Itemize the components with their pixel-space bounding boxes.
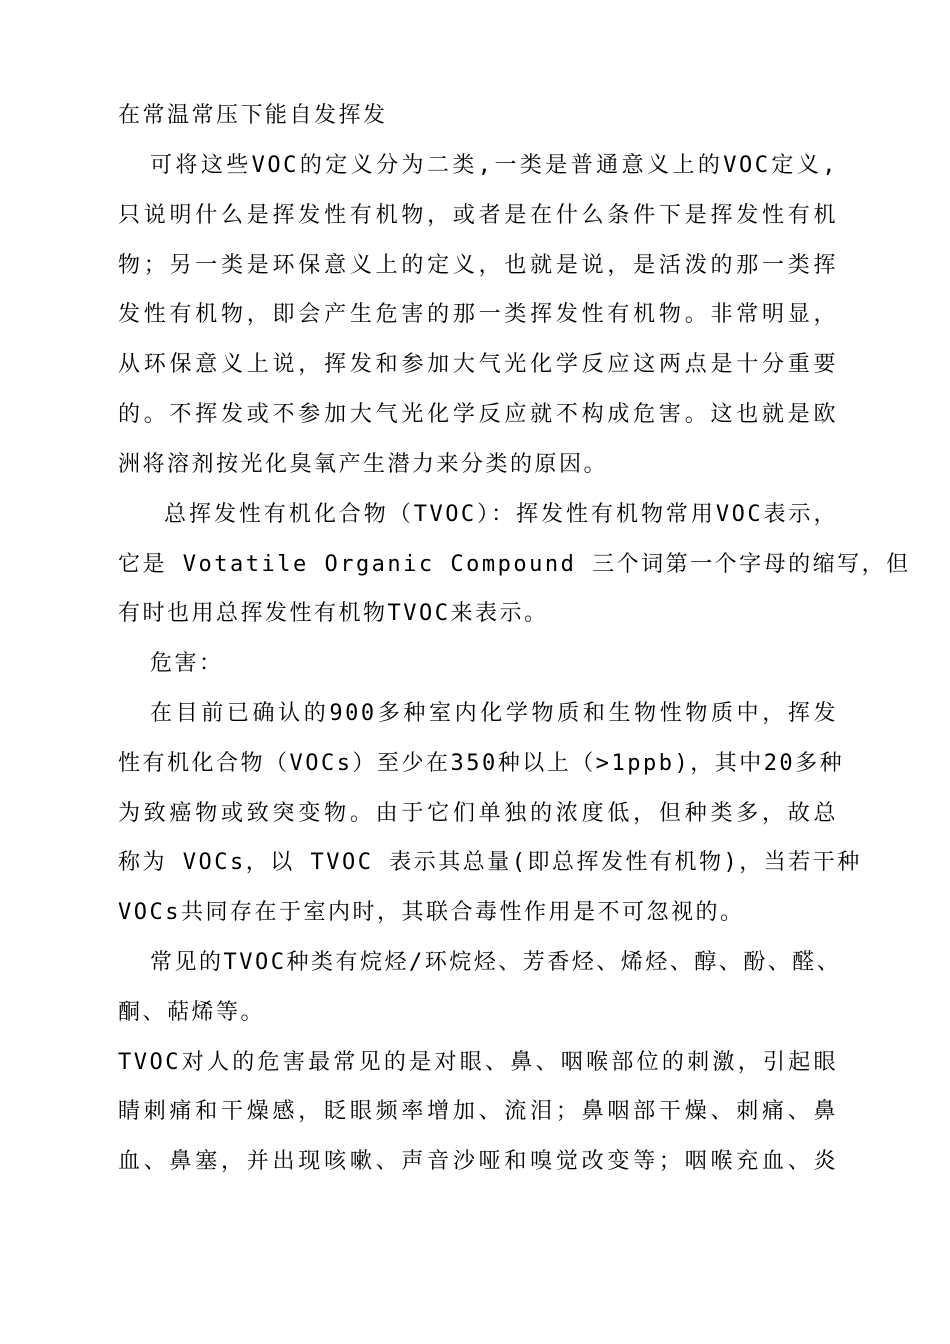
text-line-21: 睛刺痛和干燥感，眨眼频率增加、流泪；鼻咽部干燥、刺痛、鼻: [118, 1099, 838, 1124]
text-line-10: 它是 Votatile Organic Compound 三个词第一个字母的缩写，但: [118, 552, 911, 577]
text-line-7: 的。不挥发或不参加大气光化学反应就不构成危害。这也就是欧: [118, 402, 838, 427]
text-line-14: 性有机化合物（VOCs）至少在350种以上（>1ppb)，其中20多种: [118, 751, 845, 776]
text-line-15: 为致癌物或致突变物。由于它们单独的浓度低，但种类多，故总: [118, 801, 838, 826]
text-line-2: 可将这些VOC的定义分为二类,一类是普通意义上的VOC定义,: [150, 153, 838, 178]
text-line-16: 称为 VOCs，以 TVOC 表示其总量(即总挥发性有机物)，当若干种: [118, 850, 862, 875]
text-line-22: 血、鼻塞，并出现咳嗽、声音沙哑和嗅觉改变等；咽喉充血、炎: [118, 1149, 838, 1174]
text-line-18: 常见的TVOC种类有烷烃/环烷烃、芳香烃、烯烃、醇、酚、醛、: [150, 950, 842, 975]
text-line-4: 物；另一类是环保意义上的定义，也就是说，是活泼的那一类挥: [118, 253, 838, 278]
text-line-17: VOCs共同存在于室内时，其联合毒性作用是不可忽视的。: [118, 900, 745, 925]
text-line-20: TVOC对人的危害最常见的是对眼、鼻、咽喉部位的刺激，引起眼: [118, 1050, 838, 1075]
text-line-9: 总挥发性有机化合物（TVOC）：挥发性有机物常用VOC表示，: [164, 502, 838, 527]
text-line-3: 只说明什么是挥发性有机物，或者是在什么条件下是挥发性有机: [118, 203, 838, 228]
text-line-13: 在目前已确认的900多种室内化学物质和生物性物质中，挥发: [150, 701, 838, 726]
text-line-11: 有时也用总挥发性有机物TVOC来表示。: [118, 601, 549, 626]
text-line-5: 发性有机物，即会产生危害的那一类挥发性有机物。非常明显，: [118, 302, 838, 327]
text-line-19: 酮、萜烯等。: [118, 1000, 266, 1025]
text-line-8: 洲将溶剂按光化臭氧产生潜力来分类的原因。: [118, 452, 609, 477]
text-line-6: 从环保意义上说，挥发和参加大气光化学反应这两点是十分重要: [118, 352, 838, 377]
text-line-12: 危害：: [150, 651, 224, 676]
text-line-1: 在常温常压下能自发挥发: [118, 103, 388, 128]
